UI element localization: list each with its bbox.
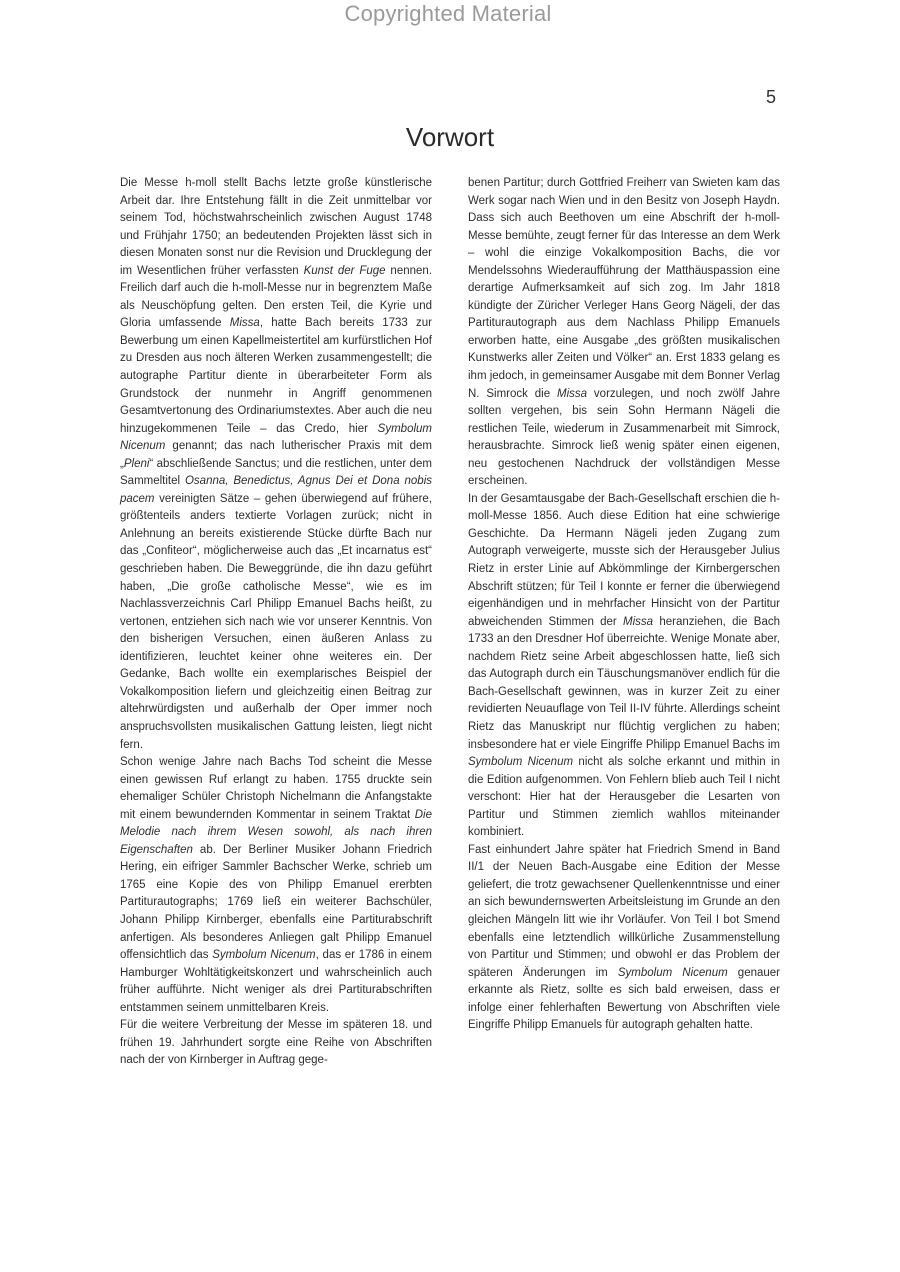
text-run: Schon wenige Jahre nach Bachs Tod scheint die Messe einen gewissen Ruf erlangt zu haben. 1755 druckte sein ehemaliger Schüler Christoph Nichelmann die Anfangstakte mit einem bewundernden Kommentar in seinem Traktat [120,756,432,821]
text-run: Die Messe h-moll stellt Bachs letzte große künstlerische Arbeit dar. Ihre Entstehung fällt in die Zeit unmittelbar vor seinem Tod, höchstwahrscheinlich zwischen August 1748 und Frühjahr 1750; an bedeutenden Projekten lässt sich in diesen Monaten sonst nur die Revision und Drucklegung der im Wesentlichen früher verfassten [120,177,432,277]
paragraph [468,491,780,842]
paragraph [468,175,780,491]
page-number: 5 [766,87,777,107]
paragraph [468,842,780,1035]
text-run: “ abschließende Sanctus; und die restlichen, unter dem Sammeltitel [120,457,432,488]
italic-title: Symbolum Nicenum [212,949,316,962]
right-text-column [468,175,780,1035]
text-run: genauer erkannte als Rietz, sollte es sich bald erweisen, dass er infolge einer fehlerhaften Bewertung von Abschriften viele Eingriffe Philipp Emanuels für autograph gehalten hatte. [468,966,780,1032]
italic-title: Kunst der Fuge [303,264,386,277]
italic-title: Symbolum Nicenum [468,756,574,769]
text-run: vereinigten Sätze – gehen überwiegend auf frühere, größtenteils anders textierte Vorlagen zurück; nicht in Anlehnung an bereits existierende Stücke dürfte Bach nur das „Confiteor“, möglicherweise auch das „Et incarnatus est“ geschrieben haben. Die Beweggründe, die ihn dazu geführt haben, „Die große catholische Messe“, wie es im Nachlassverzeichnis Carl Philipp Emanuel Bachs heißt, zu vertonen, entziehen sich nach wie vor unserer Kenntnis. Von den bisherigen Versuchen, einen äußeren Anlass zu identifizieren, leuchtet keiner ohne weiteres ein. Der Gedanke, Bach wollte ein exemplarisches Beispiel der Vokalkomposition liefern und gleichzeitig einen Beitrag zur altehrwürdigsten und außerhalb der Oper immer noch anspruchsvollsten musikalischen Gattung leisten, liegt nicht fern. [120,492,432,751]
paragraph [120,1017,432,1070]
text-run: benen Partitur; durch Gottfried Freiherr van Swieten kam das Werk sogar nach Wien und in den Besitz von Joseph Haydn. Dass sich auch Beethoven um eine Abschrift der h-moll-Messe bemühte, zeugt ferner für das Interesse an dem Werk – wohl die einzige Vokalkomposition Bachs, die vor Mendelssohns Wiederaufführung der Matthäuspassion eine derartige Aufmerksamkeit auf sich zog. Im Jahr 1818 kündigte der Züricher Verleger Hans Georg Nägeli, der das Partiturautograph aus dem Nachlass Philipp Emanuels erworben hatte, eine Ausgabe „des größten musikalischen Kunstwerks aller Zeiten und Völker“ an. Erst 1833 gelang es ihm jedoch, in gemeinsamer Ausgabe mit dem Bonner Verlag N. Simrock die [468,177,780,400]
copyright-watermark: Copyrighted Material [344,1,552,26]
italic-title: Osanna, Benedictus, Agnus Dei et Dona nobis pacem [120,475,432,505]
text-run: ab. Der Berliner Musiker Johann Friedrich Hering, ein eifriger Sammler Bachscher Werke, schrieb um 1765 eine Kopie des von Philipp Emanuel ererbten Partiturautographs; 1769 ließ ein weiterer Bachschüler, Johann Philipp Kirnberger, ebenfalls eine Partiturabschrift anfertigen. Als besonderes Anliegen galt Philipp Emanuel offensichtlich das [120,843,432,962]
italic-title: Symbolum Nicenum [120,422,432,453]
text-run: heranziehen, die Bach 1733 an den Dresdner Hof überreichte. Wenige Monate aber, nachdem Rietz seine Arbeit abgeschlossen hatte, ließ sich das Autograph durch ein Täuschungsmanöver endlich für die Bach-Gesellschaft gewinnen, was in kurzer Zeit zu einer revidierten Neuauflage von Teil II-IV führte. Allerdings scheint Rietz das Manuskript nur flüchtig verglichen zu haben; insbesondere hat er viele Eingriffe Philipp Emanuel Bachs im [468,615,781,751]
italic-title: Symbolum Nicenum [617,966,728,979]
text-run: Fast einhundert Jahre später hat Friedrich Smend in Band II/1 der Neuen Bach-Ausgabe eine Edition der Messe geliefert, die trotz gewachsener Quellenkenntnisse und einer an sich bewundernswerten Arbeitsleistung im Grunde an den gleichen Mängeln litt wie ihr Vorläufer. Von Teil I bot Smend ebenfalls eine letztendlich willkürliche Zusammenstellung von Partitur und Stimmen; und obwohl er das Problem der späteren Änderungen im [468,843,780,979]
page-title: Vorwort [405,122,495,152]
left-text-column [120,175,432,1070]
text-run: , hatte Bach bereits 1733 zur Bewerbung um einen Kapellmeistertitel am kurfürstlichen Hof zu Dresden aus noch älteren Werken zusammengestellt; die autographe Partitur diente in überarbeiteter Form als Grundstock der nunmehr in Angriff genommenen Gesamtvertonung des Ordinariumstextes. Aber auch die neu hinzugekommenen Teile – das Credo, hier [120,317,432,435]
paragraph [120,754,432,1017]
italic-title: Missa [623,615,654,628]
paragraph [120,175,432,754]
text-run: , das er 1786 in einem Hamburger Wohltätigkeitskonzert und wahrscheinlich auch früher aufführte. Nicht weniger als drei Partiturabschriften entstammen seinem unmittelbaren Kreis. [120,949,432,1014]
text-run: nicht als solche erkannt und mithin in die Edition aufgenommen. Von Fehlern blieb auch Teil I nicht verschont: Hier hat der Herausgeber die Lesarten von Partitur und Stimmen ziemlich wahllos miteinander kombiniert. [468,756,780,839]
text-run: Für die weitere Verbreitung der Messe im späteren 18. und frühen 19. Jahrhundert sorgte eine Reihe von Abschriften nach der von Kirnberger in Auftrag gege- [120,1019,432,1067]
text-run: vorzulegen, und noch zwölf Jahre sollten vergehen, bis sein Sohn Hermann Nägeli die restlichen Teile, wiederum in Zusammenarbeit mit Simrock, herausbrachte. Simrock ließ wenig später einen eigenen, neu gestochenen Nachdruck der vollständigen Messe erscheinen. [468,387,780,488]
italic-title: Die Melodie nach ihrem Wesen sowohl, als nach ihren Eigenschaften [120,808,432,856]
text-run: In der Gesamtausgabe der Bach-Gesellschaft erschien die h-moll-Messe 1856. Auch diese Edition hat eine schwierige Geschichte. Da Hermann Nägeli jeden Zugang zum Autograph verweigerte, musste sich der Herausgeber Julius Rietz in erster Linie auf Abkömmlinge der Kirnbergerschen Abschrift stützen; für Teil I konnte er ferner die überwiegend eigenhändigen und in mehrfacher Hinsicht von der Partitur abweichenden Stimmen der [468,492,780,628]
text-run: nennen. Freilich darf auch die h-moll-Messe nur in begrenztem Maße als Neuschöpfung gelten. Den ersten Teil, die Kyrie und Gloria umfassende [120,264,433,330]
italic-title: Missa [229,317,260,330]
italic-title: Missa [557,387,588,400]
italic-title: Pleni [123,457,150,470]
text-run: genannt; das nach lutherischer Praxis mit dem „ [120,440,432,470]
